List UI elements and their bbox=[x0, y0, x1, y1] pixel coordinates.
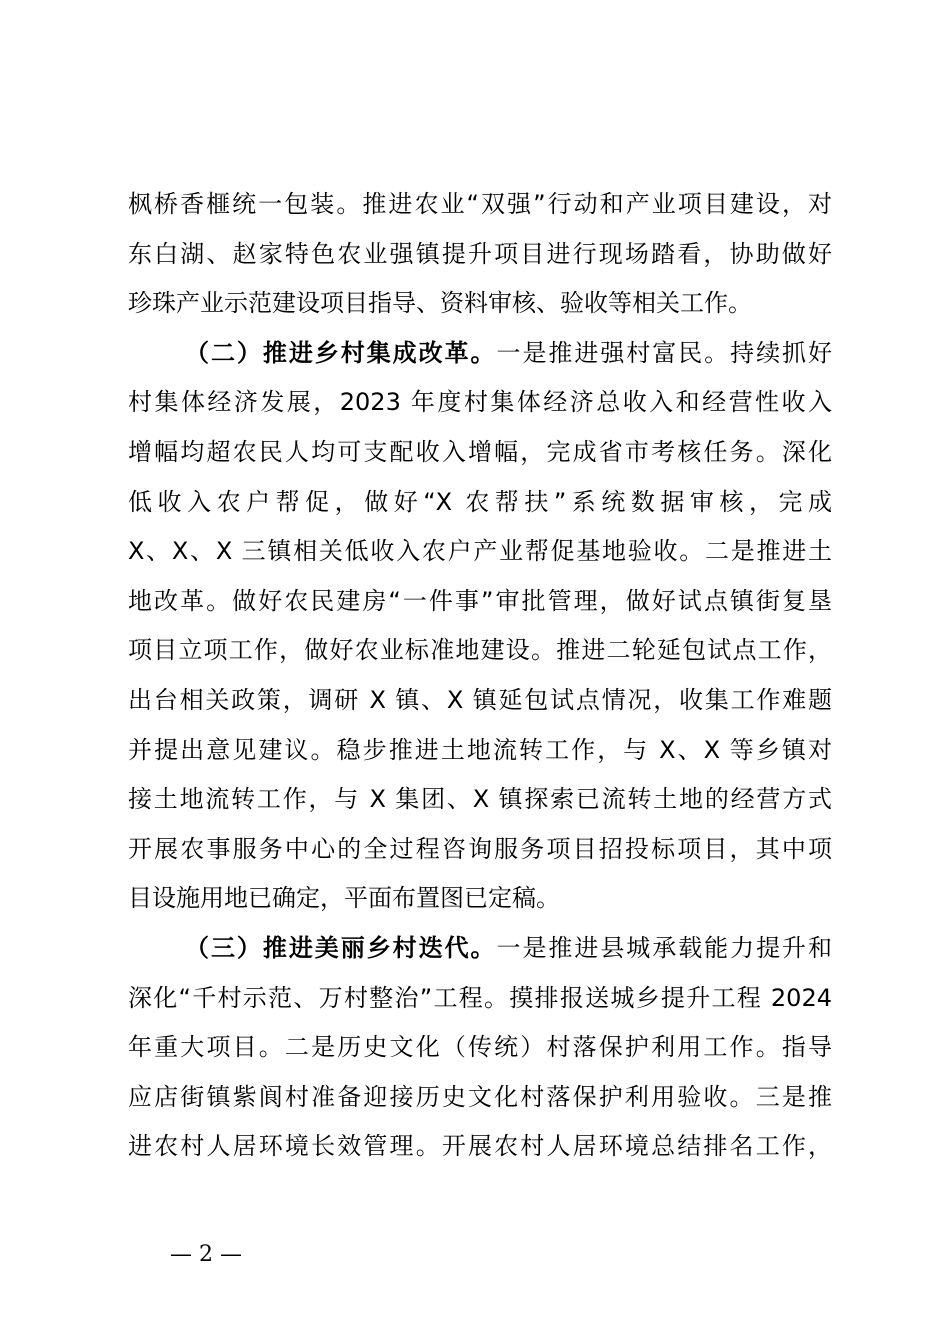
text-line: 东白湖、赵家特色农业强镇提升项目进行现场踏看，协助做好 bbox=[128, 239, 832, 268]
text-line: 村集体经济发展，2023 年度村集体经济总收入和经营性收入 bbox=[128, 388, 832, 417]
body-text bbox=[128, 180, 832, 1172]
text-line: 接土地流转工作，与 X 集团、X 镇探索已流转土地的经营方式 bbox=[128, 785, 832, 814]
text-line: X、X、X 三镇相关低收入农户产业帮促基地验收。二是推进土 bbox=[128, 537, 832, 566]
section-heading: （三）推进美丽乡村迭代。 bbox=[185, 933, 497, 962]
text-line: 深化“千村示范、万村整治”工程。摸排报送城乡提升工程 2024 bbox=[128, 983, 832, 1012]
text-line: 目设施用地已确定，平面布置图已定稿。 bbox=[128, 884, 560, 913]
text-line: 年重大项目。二是历史文化（传统）村落保护利用工作。指导 bbox=[128, 1033, 832, 1062]
text-line: 开展农事服务中心的全过程咨询服务项目招投标项目，其中项 bbox=[128, 834, 832, 863]
text-line: 增幅均超农民人均可支配收入增幅，完成省市考核任务。深化 bbox=[128, 437, 832, 466]
text-line: 枫桥香榧统一包装。推进农业“双强”行动和产业项目建设，对 bbox=[128, 190, 832, 218]
text-line: 出台相关政策，调研 X 镇、X 镇延包试点情况，收集工作难题 bbox=[128, 685, 832, 714]
text-line: 地改革。做好农民建房“一件事”审批管理，做好试点镇街复垦 bbox=[128, 586, 832, 615]
section-heading: （二）推进乡村集成改革。 bbox=[185, 338, 497, 367]
text-line: 珍珠产业示范建设项目指导、资料审核、验收等相关工作。 bbox=[128, 289, 752, 318]
paragraph-first-line bbox=[128, 329, 832, 379]
paragraph-text: 一是推进强村富民。持续抓好 bbox=[496, 338, 832, 367]
text-line: 进农村人居环境长效管理。开展农村人居环境总结排名工作， bbox=[128, 1132, 832, 1161]
text-line: 项目立项工作，做好农业标准地建设。推进二轮延包试点工作， bbox=[128, 636, 832, 665]
text-line: 低收入农户帮促，做好“X 农帮扶”系统数据审核，完成 bbox=[128, 487, 832, 516]
page-number: — 2 — bbox=[170, 1242, 242, 1267]
paragraph-first-line bbox=[128, 924, 832, 974]
paragraph-text: 一是推进县城承载能力提升和 bbox=[496, 933, 832, 962]
text-line: 应店街镇紫阆村准备迎接历史文化村落保护利用验收。三是推 bbox=[128, 1082, 832, 1111]
text-line: 并提出意见建议。稳步推进土地流转工作，与 X、X 等乡镇对 bbox=[128, 735, 832, 764]
